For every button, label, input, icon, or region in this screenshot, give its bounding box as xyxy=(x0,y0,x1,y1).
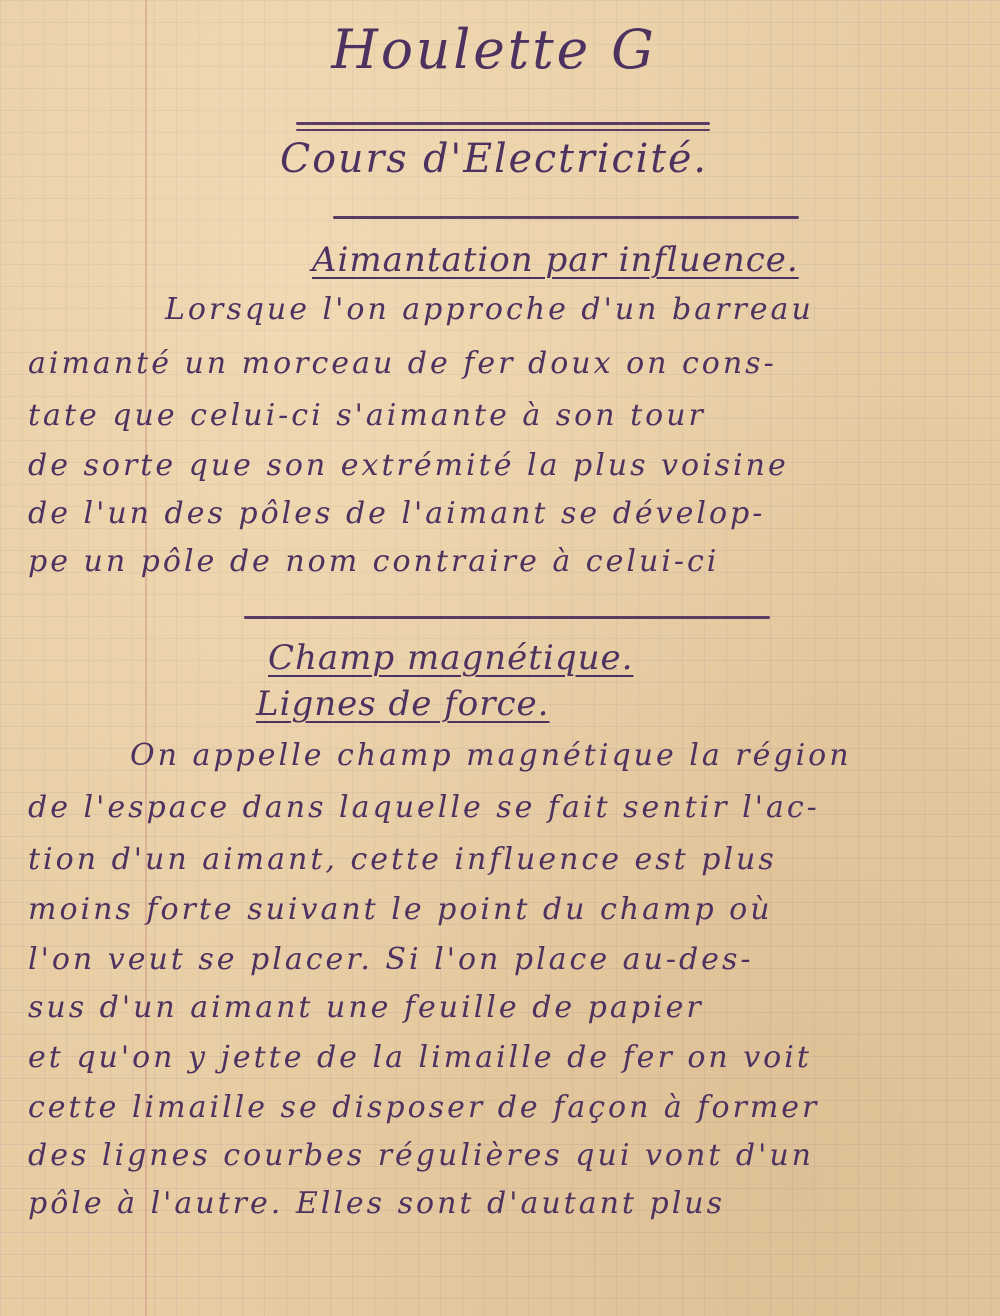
text-line: l'on veut se placer. Si l'on place au-des- xyxy=(28,942,754,977)
text-line: et qu'on y jette de la limaille de fer on voit xyxy=(28,1040,812,1075)
student-name: Houlette G xyxy=(331,18,657,81)
text-line: pe un pôle de nom contraire à celui-ci xyxy=(28,544,720,579)
text-line: Lorsque l'on approche d'un barreau xyxy=(165,292,814,327)
text-line: des lignes courbes régulières qui vont d'un xyxy=(28,1138,814,1173)
text-line: On appelle champ magnétique la région xyxy=(130,738,852,773)
course-rule xyxy=(333,216,799,219)
title-rule-double xyxy=(296,129,710,131)
section-heading-champ: Champ magnétique. xyxy=(268,638,634,678)
section-heading-lignes: Lignes de force. xyxy=(256,684,550,724)
section-heading-aimantation: Aimantation par influence. xyxy=(312,240,799,280)
text-line: de l'espace dans laquelle se fait sentir l'ac- xyxy=(28,790,820,825)
text-line: moins forte suivant le point du champ où xyxy=(28,892,773,927)
text-line: sus d'un aimant une feuille de papier xyxy=(28,990,704,1025)
text-line: aimanté un morceau de fer doux on cons- xyxy=(28,346,777,381)
text-line: cette limaille se disposer de façon à former xyxy=(28,1090,820,1125)
course-title: Cours d'Electricité. xyxy=(280,136,708,182)
title-rule xyxy=(296,122,710,125)
text-line: de l'un des pôles de l'aimant se dévelop- xyxy=(28,496,766,531)
text-line: tate que celui-ci s'aimante à son tour xyxy=(28,398,706,433)
text-line: de sorte que son extrémité la plus voisine xyxy=(28,448,789,483)
text-line: pôle à l'autre. Elles sont d'autant plus xyxy=(28,1186,726,1221)
section-rule xyxy=(244,616,770,619)
text-line: tion d'un aimant, cette influence est plus xyxy=(28,842,777,877)
